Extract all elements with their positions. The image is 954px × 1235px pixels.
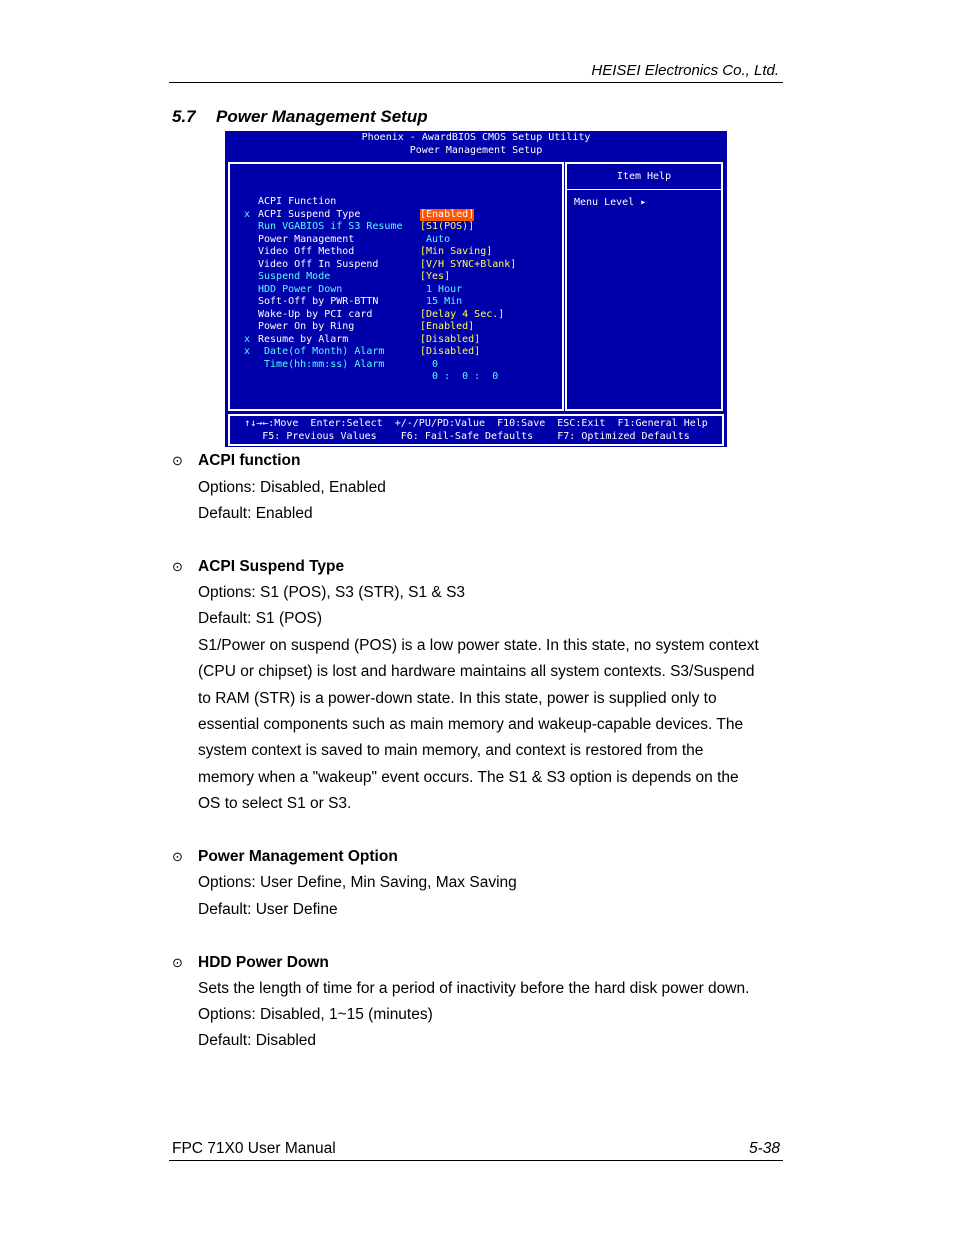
row-value: Auto — [420, 233, 451, 245]
row-value: 15 Min — [420, 296, 463, 307]
row-label: ACPI Suspend Type — [258, 208, 361, 220]
row-value[interactable]: [Disabled] — [420, 333, 481, 345]
row-value[interactable]: [Delay 4 Sec.] — [420, 308, 505, 320]
row-mark: x — [244, 333, 251, 345]
item-line: Options: Disabled, 1~15 (minutes) — [198, 1006, 433, 1023]
item-line: S1/Power on suspend (POS) is a low power state. In this state, no system context — [198, 637, 759, 654]
item-line: Default: Disabled — [198, 1032, 317, 1049]
item-line: Options: User Define, Min Saving, Max Saving — [198, 874, 517, 891]
bios-help-panel — [565, 162, 723, 411]
row-label: Soft-Off by PWR-BTTN — [258, 296, 379, 307]
key-legend-line1: ↑↓→←:Move Enter:Select +/-/PU/PD:Value F10:Save ESC:Exit F1:General Help — [244, 418, 708, 429]
key-legend-line2: F5: Previous Values F6: Fail-Safe Defaults F7: Optimized Defaults — [262, 430, 690, 442]
page-number: 5-38 — [748, 1140, 780, 1157]
row-label: Power Management — [258, 233, 355, 245]
row-value[interactable]: [Disabled] — [420, 346, 481, 357]
clock-bullet-icon: ⊙ — [172, 559, 183, 574]
row-value: 1 Hour — [420, 283, 463, 295]
item-line: memory when a "wakeup" event occurs. The S1 & S3 option is depends on the — [198, 769, 739, 786]
row-label: Time(hh:mm:ss) Alarm — [258, 358, 385, 370]
bios-title-line2: Power Management Setup — [409, 144, 543, 156]
row-value[interactable]: [Enabled] — [420, 321, 475, 332]
row-mark: x — [244, 346, 251, 357]
clock-bullet-icon: ⊙ — [172, 849, 183, 864]
menu-level: Menu Level ▸ — [574, 197, 647, 208]
row-value[interactable]: [S1(POS)] — [420, 221, 475, 232]
clock-bullet-icon: ⊙ — [172, 955, 183, 970]
row-label: Video Off In Suspend — [258, 258, 379, 270]
row-label: Suspend Mode — [258, 271, 331, 282]
help-divider — [567, 189, 721, 190]
bios-screenshot — [225, 131, 727, 447]
row-label: HDD Power Down — [258, 283, 343, 295]
section-title — [172, 107, 428, 127]
row-value[interactable]: [Min Saving] — [420, 246, 493, 257]
bios-settings-panel — [228, 162, 564, 411]
item-title: ACPI Suspend Type — [198, 558, 345, 575]
help-title: Item Help — [616, 171, 672, 182]
row-value[interactable]: [Yes] — [420, 271, 451, 282]
clock-bullet-icon: ⊙ — [172, 453, 183, 468]
row-label: Video Off Method — [258, 246, 355, 257]
row-label: Wake-Up by PCI card — [258, 308, 373, 320]
row-value[interactable]: [V/H SYNC+Blank] — [420, 258, 517, 270]
item-line: Default: S1 (POS) — [198, 610, 323, 627]
row-mark: x — [244, 208, 251, 220]
section-title-text: Power Management Setup — [216, 107, 428, 126]
row-label: ACPI Function — [258, 196, 337, 207]
item-line: essential components such as main memory and wakeup-capable devices. The — [198, 716, 744, 733]
row-label: Power On by Ring — [258, 321, 355, 332]
item-line: Sets the length of time for a period of inactivity before the hard disk power down. — [198, 980, 750, 997]
item-line: Options: Disabled, Enabled — [198, 479, 386, 496]
footer-rule — [169, 1160, 783, 1161]
item-title: Power Management Option — [198, 848, 398, 865]
bios-key-legend — [228, 414, 724, 446]
section-number: 5.7 — [172, 107, 196, 126]
item-line: system context is saved to main memory, and context is restored from the — [198, 742, 704, 759]
item-line: to RAM (STR) is a power-down state. In this state, power is supplied only to — [198, 690, 717, 707]
item-line: Default: Enabled — [198, 505, 313, 522]
item-title: ACPI function — [198, 452, 301, 469]
bios-title-line1: Phoenix - AwardBIOS CMOS Setup Utility — [361, 132, 591, 143]
item-line: (CPU or chipset) is lost and hardware maintains all system contexts. S3/Suspend — [198, 663, 755, 680]
bios-title — [225, 132, 727, 157]
item-title: HDD Power Down — [198, 954, 329, 971]
company-name: HEISEI Electronics Co., Ltd. — [591, 62, 779, 79]
row-label: Resume by Alarm — [258, 333, 349, 345]
header-rule — [169, 82, 783, 83]
row-label: Date(of Month) Alarm — [258, 346, 385, 357]
item-line: OS to select S1 or S3. — [198, 795, 352, 812]
item-line: Default: User Define — [198, 901, 338, 918]
row-label: Run VGABIOS if S3 Resume — [258, 221, 403, 232]
item-line: Options: S1 (POS), S3 (STR), S1 & S3 — [198, 584, 466, 601]
manual-name: FPC 71X0 User Manual — [172, 1140, 336, 1157]
row-value: 0 — [420, 358, 439, 370]
row-value[interactable]: [Enabled] — [420, 208, 475, 220]
row-value: 0 : 0 : 0 — [420, 371, 499, 382]
